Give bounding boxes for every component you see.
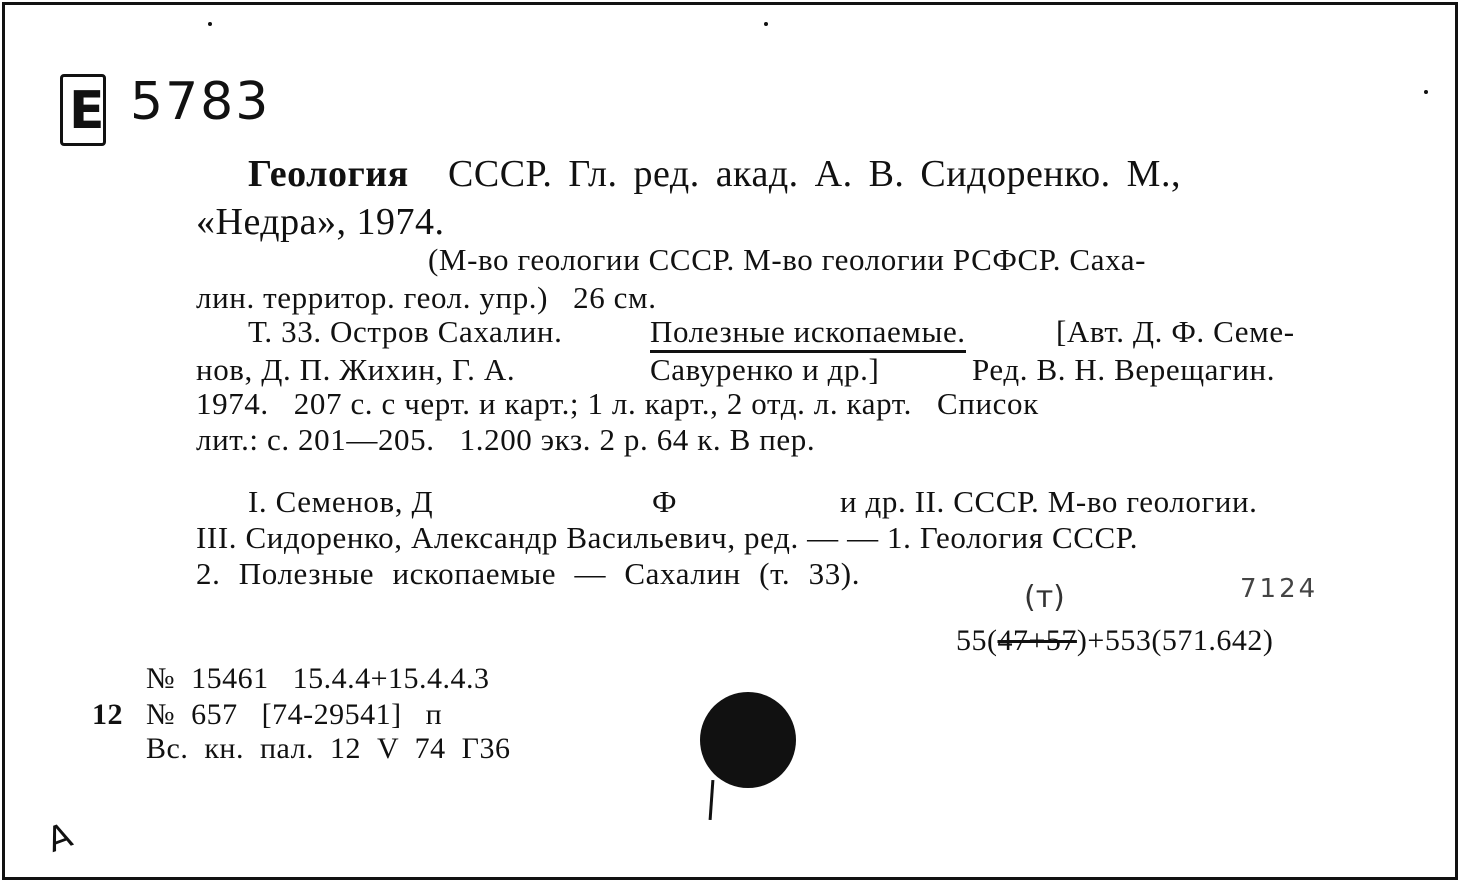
classification-suffix: )+553(571.642): [1076, 624, 1274, 657]
tracing-line-1b: Ф: [652, 484, 678, 519]
classification-struck: 47+57: [997, 624, 1077, 657]
footer-line-1: № 15461 15.4.4+15.4.4.3: [146, 662, 490, 695]
tracing-line-1a: I. Семенов, Д: [248, 484, 434, 519]
publisher-line: «Недра», 1974.: [196, 201, 445, 243]
speck: [208, 22, 212, 26]
classification-prefix: 55(: [956, 624, 998, 657]
series-line-1: (М-во геологии СССР. М-во геологии РСФСР. Саха-: [428, 242, 1147, 277]
volume-line-2c: Ред. В. Н. Верещагин.: [972, 352, 1276, 387]
call-number-letter: E: [69, 81, 105, 141]
handwritten-number: 7124: [1240, 574, 1319, 604]
corner-mark: А: [41, 815, 78, 861]
speck: [764, 22, 768, 26]
volume-line-2a: нов, Д. П. Жихин, Г. А.: [196, 352, 516, 387]
handwritten-t: (т): [1024, 580, 1065, 615]
volume-line-3: 1974. 207 с. с черт. и карт.; 1 л. карт., 2 отд. л. карт. Список: [196, 386, 1039, 421]
tracing-line-1c: и др. II. СССР. М-во геологии.: [840, 484, 1258, 519]
volume-line-1c: [Авт. Д. Ф. Семе-: [1056, 314, 1295, 349]
footer-line-2: № 657 [74-29541] п: [146, 698, 443, 731]
series-line-2: лин. территор. геол. упр.) 26 см.: [196, 280, 657, 315]
call-number-stamp: [60, 74, 106, 146]
tracing-line-3: 2. Полезные ископаемые — Сахалин (т. 33).: [196, 556, 861, 591]
tracing-line-2: III. Сидоренко, Александр Васильевич, ред. — — 1. Геология СССР.: [196, 520, 1139, 555]
punch-hole: [700, 692, 796, 788]
volume-line-1b: Полезные ископаемые.: [650, 314, 966, 353]
speck: [1424, 90, 1428, 94]
volume-line-1a: Т. 33. Остров Сахалин.: [248, 314, 563, 349]
call-number: 5783: [130, 72, 271, 132]
footer-line-2-number: 12: [92, 698, 123, 731]
title-bold: Геология: [248, 153, 409, 195]
title-rest: СССР. Гл. ред. акад. А. В. Сидоренко. М.,: [448, 153, 1181, 195]
footer-line-3: Вс. кн. пал. 12 V 74 Г36: [146, 732, 511, 765]
classification: [956, 624, 1273, 658]
volume-line-4: лит.: с. 201—205. 1.200 экз. 2 р. 64 к. В пер.: [196, 422, 816, 457]
volume-line-2b: Савуренко и др.]: [650, 352, 880, 387]
